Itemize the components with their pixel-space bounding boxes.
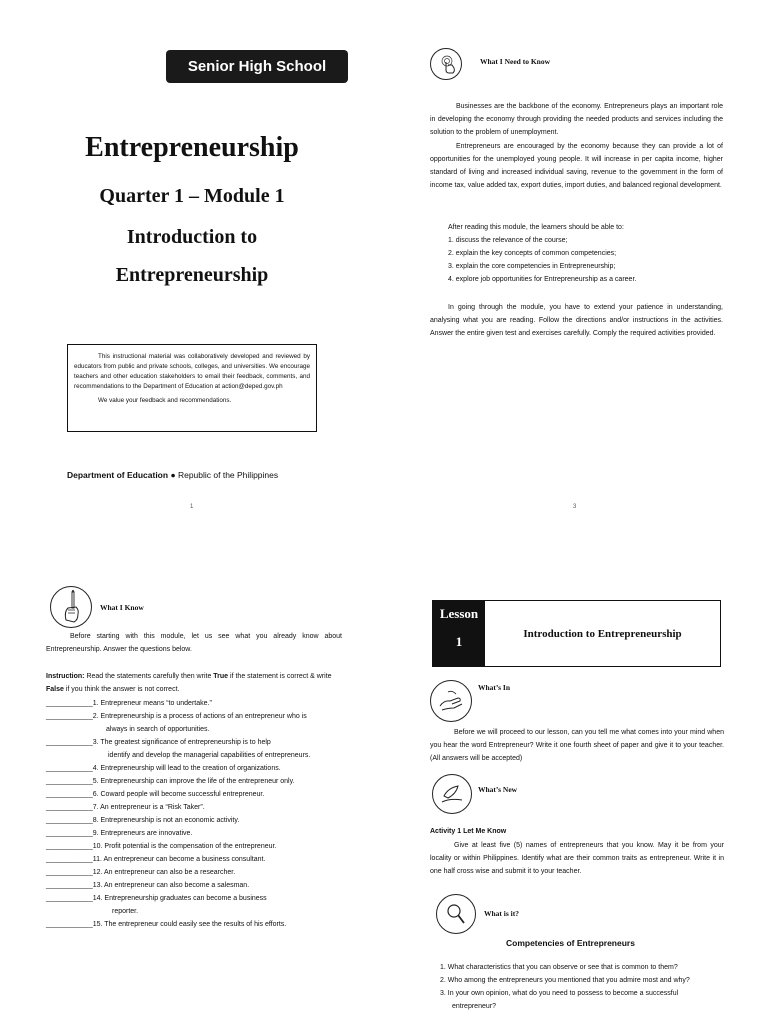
page-number: 1 (190, 504, 194, 510)
section-title-whats-in: What’s In (478, 683, 511, 692)
answer-blank: ____________ (46, 921, 93, 928)
pointing-hand-icon (430, 48, 462, 80)
question-text: 9. Entrepreneurs are innovative. (92, 830, 193, 837)
question-text: 13. An entrepreneur can also become a salesman. (92, 882, 250, 889)
answer-blank: ____________ (46, 765, 93, 772)
objectives-intro: After reading this module, the learners should be able to: (448, 224, 624, 231)
instructions-paragraph: In going through the module, you have to extend your patience in understanding, analysing what you are reading. Follow the directions and/or instructions in the activities. Answer the entire given test and exercises carefully. Comply the required activities provided. (430, 304, 723, 337)
instruction-text (46, 670, 346, 696)
question-text: 5. Entrepreneurship can improve the life of the entrepreneur only. (92, 778, 295, 785)
list-item: 1. What characteristics that you can observe or see that is common to them? (440, 964, 678, 971)
bullet-separator: ● (170, 470, 176, 480)
question-text: 7. An entrepreneur is a “Risk Taker”. (92, 804, 205, 811)
republic-name: Republic of the Philippines (177, 470, 279, 480)
list-item (46, 697, 366, 710)
section-title-whats-new: What’s New (478, 785, 518, 794)
list-item: 2. Who among the entrepreneurs you mentioned that you admire most and why? (440, 977, 690, 984)
list-item: 4. explore job opportunities for Entrepreneurship as a career. (448, 276, 637, 283)
department-name: Department of Education (67, 470, 169, 480)
list-item (46, 749, 366, 762)
question-text: 4. Entrepreneurship will lead to the creation of organizations. (92, 765, 281, 772)
leaf-hand-icon (432, 774, 472, 814)
section-title-what-is-it: What is it? (484, 909, 520, 918)
answer-blank: ____________ (46, 869, 93, 876)
question-text: 6. Coward people will become successful entrepreneur. (92, 791, 265, 798)
question-text: 15. The entrepreneur could easily see the results of his efforts. (92, 921, 287, 928)
list-item (46, 723, 366, 736)
answer-blank: ____________ (46, 778, 93, 785)
instruction-part: if you think the answer is not correct. (63, 686, 180, 693)
answer-blank: ____________ (46, 895, 93, 902)
magnifier-hand-icon (436, 894, 476, 934)
question-text: 3. The greatest significance of entrepreneurship is to help (92, 739, 271, 746)
activity-title: Activity 1 Let Me Know (430, 828, 507, 835)
list-item (46, 879, 366, 892)
true-keyword: True (213, 673, 229, 680)
feedback-notice-box (67, 344, 317, 432)
list-item (46, 892, 366, 905)
hands-icon (430, 680, 472, 722)
answer-blank: ____________ (46, 739, 93, 746)
notice-paragraph: This instructional material was collaboratively developed and reviewed by educators from public and private schools, colleges, and universities. We encourage teachers and other education stakeholders to email their feedback, comments, and recommendations to the Department of Education at action@deped.gov.ph (74, 353, 310, 390)
list-item: 3. In your own opinion, what do you need to possess to become a successful (440, 990, 679, 997)
what-i-know-page (0, 512, 384, 1024)
list-item (46, 905, 366, 918)
question-text: 2. Entrepreneurship is a process of actions of an entrepreneur who is (92, 713, 307, 720)
list-item (46, 775, 366, 788)
objectives-list (448, 234, 636, 286)
true-false-questions (46, 697, 366, 931)
instruction-part: if the statement is correct & write (228, 673, 332, 680)
section-title: What I Need to Know (480, 57, 551, 66)
answer-blank: ____________ (46, 856, 93, 863)
activity-paragraph: Give at least five (5) names of entrepreneurs that you know. May it be from your locality or within Philippines. Identify what are their common traits as entrepreneur. Write it in one half cross wise and submit it to your teacher. (430, 842, 724, 875)
topic-line-2: Entrepreneurship (115, 264, 269, 286)
quarter-module: Quarter 1 – Module 1 (99, 185, 285, 207)
lesson-header (432, 600, 721, 667)
department-footer (67, 470, 278, 480)
question-text: 1. Entrepreneur means “to undertake.” (92, 700, 212, 707)
list-item: 2. explain the key concepts of common competencies; (448, 250, 617, 257)
list-item (46, 866, 366, 879)
question-text: reporter. (112, 908, 139, 915)
answer-blank: ____________ (46, 700, 93, 707)
instruction-label: Instruction: (46, 673, 85, 680)
answer-blank: ____________ (46, 817, 93, 824)
question-text: always in search of opportunities. (106, 726, 210, 733)
list-item (46, 827, 366, 840)
reflection-questions (440, 961, 690, 1013)
answer-blank: ____________ (46, 804, 93, 811)
answer-blank: ____________ (46, 791, 93, 798)
section-title: What I Know (100, 603, 144, 612)
intro-paragraph: Entrepreneurs are encouraged by the economy because they can provide a lot of opportunities for the unemployed young people. It will increase in per capita income, higher standard of living and increased individual saving, revenue to the government in the form of income tax, value added tax, export duties, import duties, and balanced regional development. (430, 143, 723, 189)
topic-line-1: Introduction to (126, 226, 258, 248)
lesson-number-block (433, 601, 485, 666)
lesson-label: Lesson (439, 606, 479, 621)
question-text: identify and develop the managerial capabilities of entrepreneurs. (108, 752, 311, 759)
competencies-title: Competencies of Entrepreneurs (506, 938, 635, 948)
list-item (46, 814, 366, 827)
what-i-need-to-know-page (384, 0, 768, 512)
page-number: 3 (573, 504, 577, 510)
answer-blank: ____________ (46, 843, 93, 850)
list-item (46, 788, 366, 801)
lesson-number: 1 (455, 634, 463, 649)
answer-blank: ____________ (46, 713, 93, 720)
answer-blank: ____________ (46, 830, 93, 837)
intro-paragraph: Before starting with this module, let us see what you already know about Entrepreneurship. Answer the questions below. (46, 633, 342, 653)
intro-paragraph: Businesses are the backbone of the economy. Entrepreneurs plays an important role in developing the economy through providing the needed products and services including the solution to the problem of unemployment. (430, 103, 723, 136)
list-item (46, 840, 366, 853)
senior-high-school-banner: Senior High School (166, 50, 348, 83)
list-item (46, 918, 366, 931)
question-text: 8. Entrepreneurship is not an economic activity. (92, 817, 240, 824)
list-item: 1. discuss the relevance of the course; (448, 237, 568, 244)
list-item (46, 801, 366, 814)
pencil-hand-icon (50, 586, 92, 628)
list-item (46, 710, 366, 723)
cover-title: Entrepreneurship (85, 132, 299, 163)
list-item (46, 853, 366, 866)
whats-in-paragraph: Before we will proceed to our lesson, can you tell me what comes into your mind when you hear the word Entrepreneur? Write it one fourth sheet of paper and give it to your teacher. (All answers will be accepted) (430, 729, 724, 762)
notice-paragraph: We value your feedback and recommendations. (98, 397, 232, 404)
cover-page (0, 0, 384, 512)
list-item: entrepreneur? (452, 1003, 496, 1010)
lesson-title: Introduction to Entrepreneurship (523, 627, 682, 640)
question-text: 14. Entrepreneurship graduates can become a business (92, 895, 267, 902)
question-text: 10. Profit potential is the compensation of the entrepreneur. (92, 843, 277, 850)
false-keyword: False (46, 686, 64, 693)
question-text: 11. An entrepreneur can become a business consultant. (92, 856, 266, 863)
answer-blank: ____________ (46, 882, 93, 889)
instruction-part: Read the statements carefully then write (84, 673, 214, 680)
question-text: 12. An entrepreneur can also be a researcher. (92, 869, 236, 876)
list-item: 3. explain the core competencies in Entrepreneurship; (448, 263, 616, 270)
list-item (46, 762, 366, 775)
list-item (46, 736, 366, 749)
